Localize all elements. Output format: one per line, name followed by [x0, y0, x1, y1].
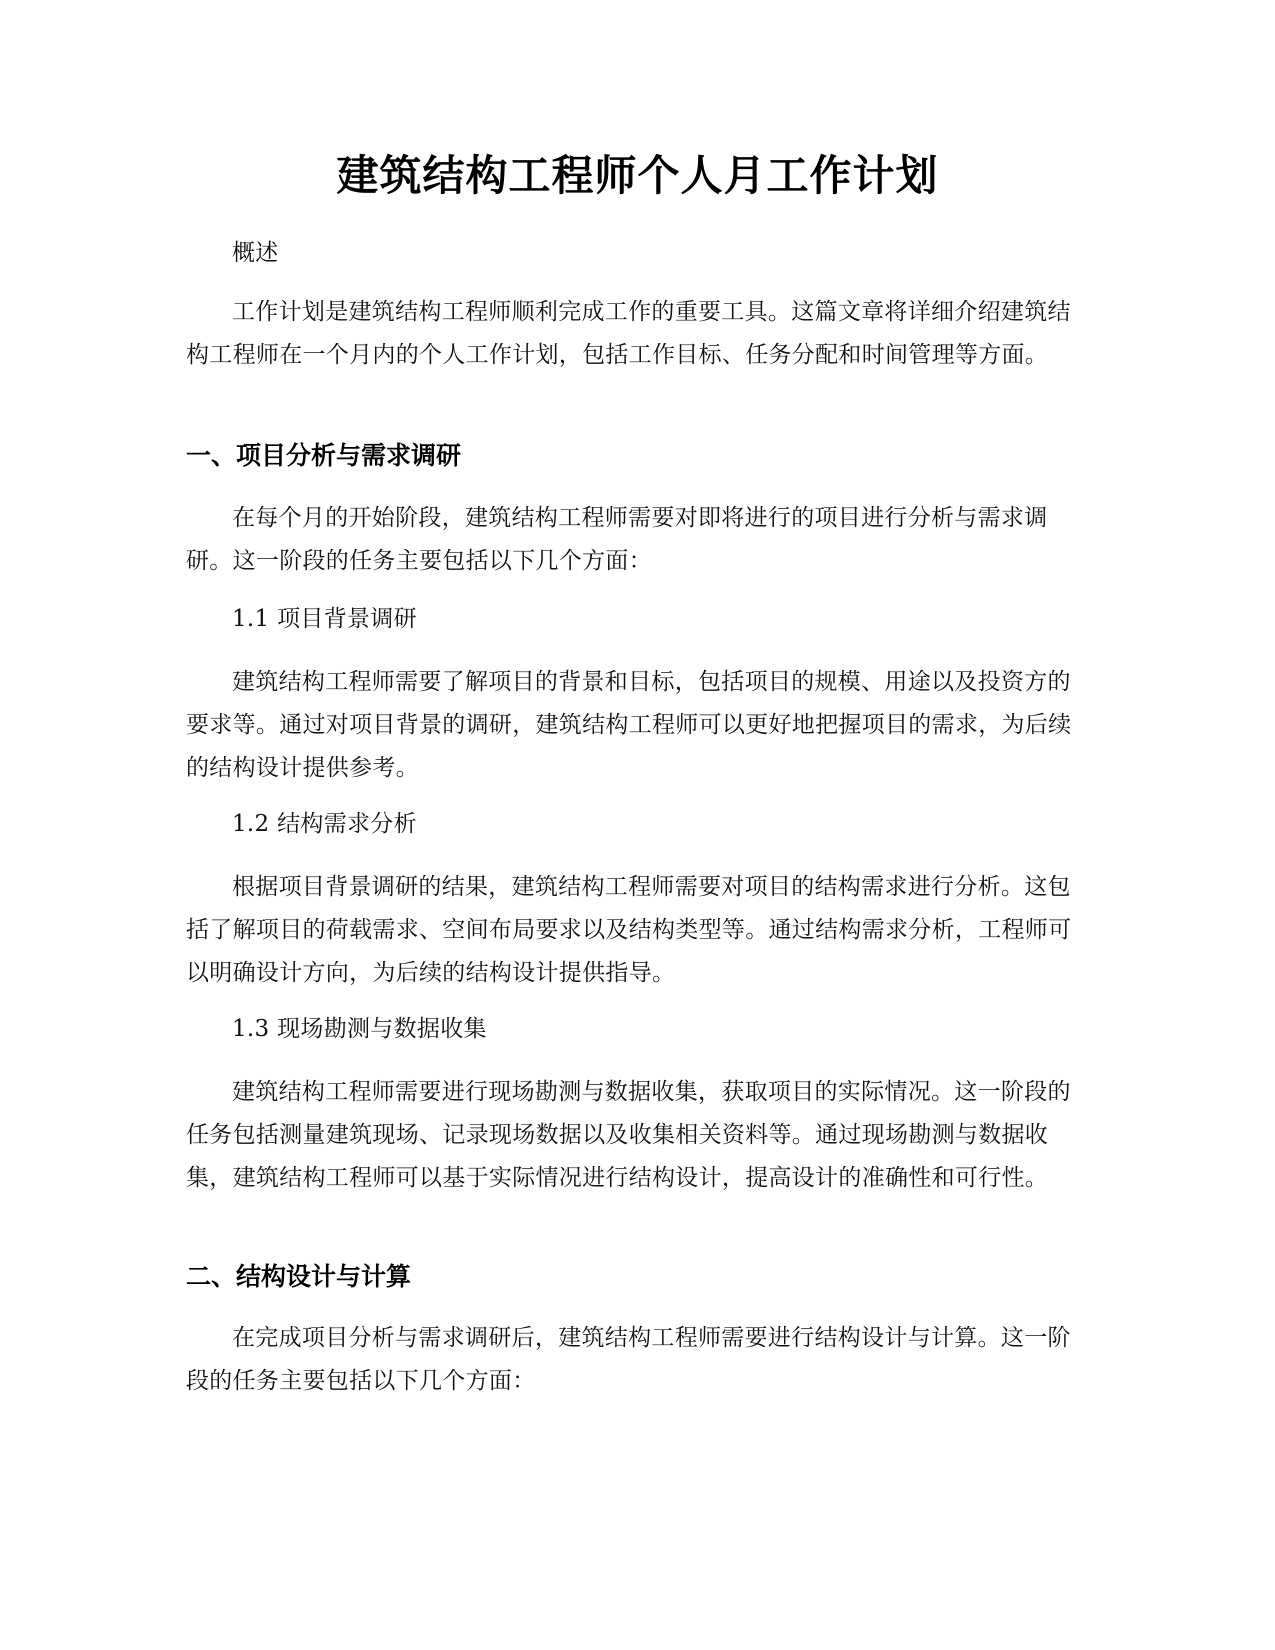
subsection-1-1-heading: 1.1 项目背景调研: [232, 606, 417, 632]
subsection-1-1-body: 建筑结构工程师需要了解项目的背景和目标，包括项目的规模、用途以及投资方的要求等。通过对项目背景的调研，建筑结构工程师可以更好地把握项目的需求，为后续的结构设计提供参考。: [186, 669, 1072, 781]
intro-paragraph: 工作计划是建筑结构工程师顺利完成工作的重要工具。这篇文章将详细介绍建筑结构工程师在一个月内的个人工作计划，包括工作目标、任务分配和时间管理等方面。: [186, 299, 1071, 368]
section1-heading: 一、项目分析与需求调研: [186, 441, 462, 470]
section1-intro: 在每个月的开始阶段，建筑结构工程师需要对即将进行的项目进行分析与需求调研。这一阶段的任务主要包括以下几个方面：: [186, 505, 1048, 574]
subsection-1-3-heading: 1.3 现场勘测与数据收集: [232, 1016, 487, 1042]
subsection-1-3-body: 建筑结构工程师需要进行现场勘测与数据收集，获取项目的实际情况。这一阶段的任务包括测量建筑现场、记录现场数据以及收集相关资料等。通过现场勘测与数据收集，建筑结构工程师可以基于实际情况进行结构设计，提高设计的准确性和可行性。: [186, 1079, 1071, 1191]
subsection-1-2-body: 根据项目背景调研的结果，建筑结构工程师需要对项目的结构需求进行分析。这包括了解项目的荷载需求、空间布局要求以及结构类型等。通过结构需求分析，工程师可以明确设计方向，为后续的结构设计提供指导。: [186, 874, 1072, 986]
document-title: 建筑结构工程师个人月工作计划: [336, 151, 939, 200]
overview-label: 概述: [232, 240, 279, 266]
subsection-1-2-heading: 1.2 结构需求分析: [232, 811, 417, 837]
section2-heading: 二、结构设计与计算: [186, 1262, 412, 1291]
section2-intro: 在完成项目分析与需求调研后，建筑结构工程师需要进行结构设计与计算。这一阶段的任务主要包括以下几个方面：: [186, 1325, 1071, 1394]
